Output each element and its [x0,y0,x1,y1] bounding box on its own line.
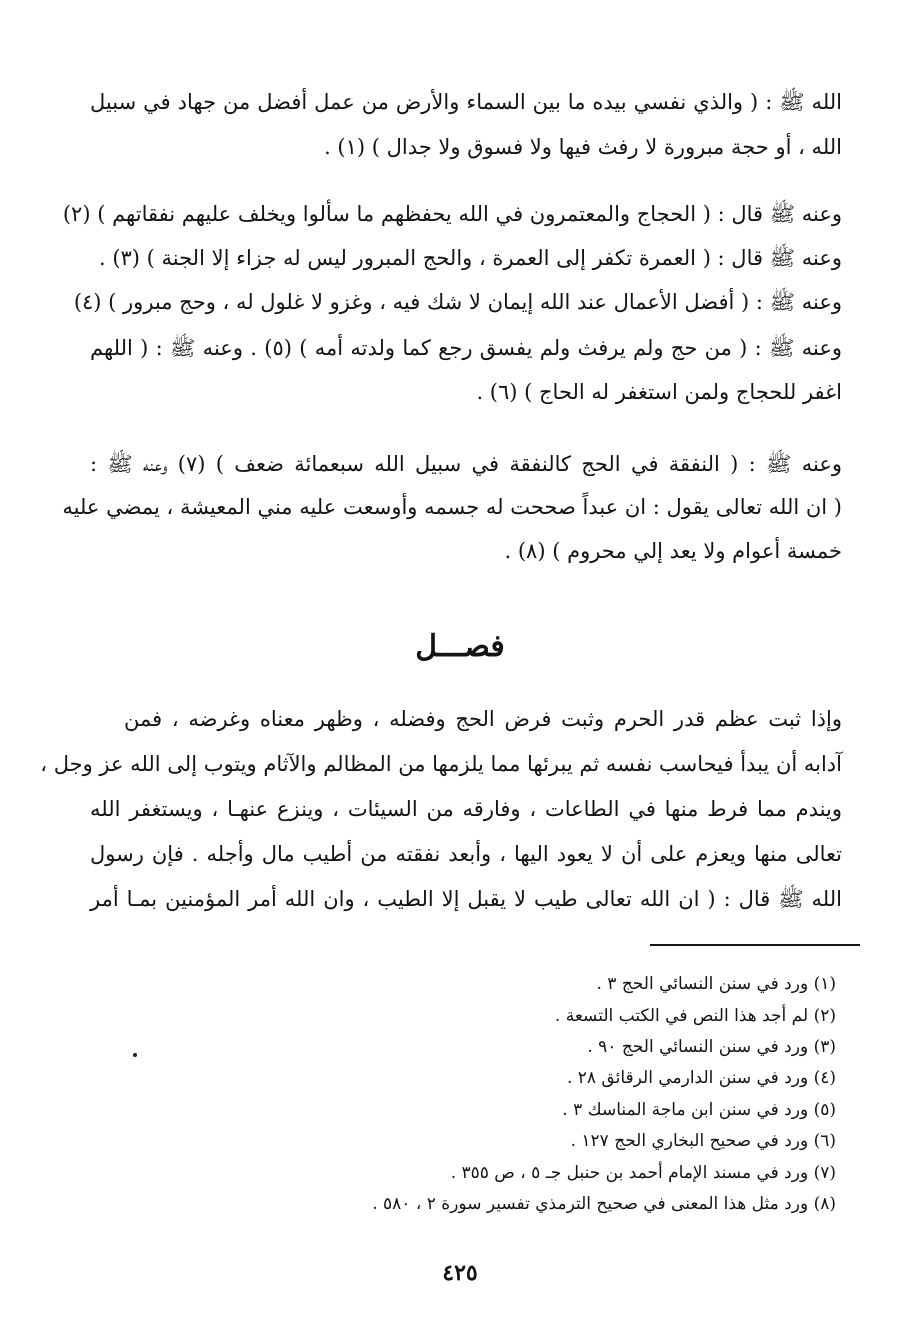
text-line: ويندم مما فرط منها في الطاعات ، وفارقه من السيئات ، وينزع عنهـا ، ويستغفر الله [90,797,842,821]
footnote: (٢) لم أجد هذا النص في الكتب التسعة . [554,1006,836,1026]
text-line: الله ﷺ قال : ( ان الله تعالى طيب لا يقبل إلا الطيب ، وان الله أمر المؤمنين بمـا أمر [90,887,842,911]
scan-speck [133,1053,137,1057]
text-line: وعنه ﷺ : ( من حج ولم يرفث ولم يفسق رجع كما ولدته أمه ) (٥) . وعنه ﷺ : ( اللهم [90,336,842,360]
text-line: وعنه ﷺ : ( النفقة في الحج كالنفقة في سبيل الله سبعمائة ضعف ) (٧) وعنه ﷺ : [90,452,842,476]
text-line: آدابه أن يبدأ فيحاسب نفسه ثم يبرئها مما يلزمها من المظالم والآثام ويتوب إلى الله عز وجل ، [40,752,842,776]
text-line: الله ، أو حجة مبرورة لا رفث فيها ولا فسوق ولا جدال ) (١) . [324,135,842,159]
text-line: اغفر للحجاج ولمن استغفر له الحاج ) (٦) . [476,380,842,404]
text-line: وعنه ﷺ : ( أفضل الأعمال عند الله إيمان لا شك فيه ، وغزو لا غلول له ، وحج مبرور ) (٤) [73,290,842,314]
text-line: خمسة أعوام ولا يعد إلي محروم ) (٨) . [504,539,842,563]
text-line: وعنه ﷺ قال : ( العمرة تكفر إلى العمرة ، والحج المبرور ليس له جزاء إلا الجنة ) (٣) . [98,246,842,270]
footnote: (٧) ورد في مسند الإمام أحمد بن حنبل جـ ٥ ، ص ٣٥٥ . [450,1163,836,1183]
footnote: (٨) ورد مثل هذا المعنى في صحيح الترمذي تفسير سورة ٢ ، ٥٨٠ . [372,1194,836,1214]
text-line: وعنه ﷺ قال : ( الحجاج والمعتمرون في الله يحفظهم ما سألوا ويخلف عليهم نفقاتهم ) (٢) [62,202,842,226]
text-line: الله ﷺ : ( والذي نفسي بيده ما بين السماء والأرض من عمل أفضل من جهاد في سبيل [90,90,842,114]
text-line: تعالى منها ويعزم على أن لا يعود اليها ، وأبعد نفقته من أطيب مال وأجله . فإن رسول [90,842,842,866]
page-number: ٤٢٥ [442,1260,478,1286]
footnote: (٣) ورد في سنن النسائي الحج ٩٠ . [587,1037,836,1057]
footnote: (٥) ورد في سنن ابن ماجة المناسك ٣ . [562,1100,836,1120]
section-heading: فصـــل [415,629,505,664]
footnote-divider [650,944,860,946]
text-line: وإذا ثبت عظم قدر الحرم وثبت فرض الحج وفضله ، وظهر معناه وغرضه ، فمن [124,707,842,731]
footnote: (٤) ورد في سنن الدارمي الرقائق ٢٨ . [566,1068,836,1088]
footnote: (١) ورد في سنن النسائي الحج ٣ . [596,974,836,994]
text-line: ( ان الله تعالى يقول : ان عبداً صححت له جسمه وأوسعت عليه مني المعيشة ، يمضي عليه [62,495,842,519]
footnote: (٦) ورد في صحيح البخاري الحج ١٢٧ . [570,1131,836,1151]
